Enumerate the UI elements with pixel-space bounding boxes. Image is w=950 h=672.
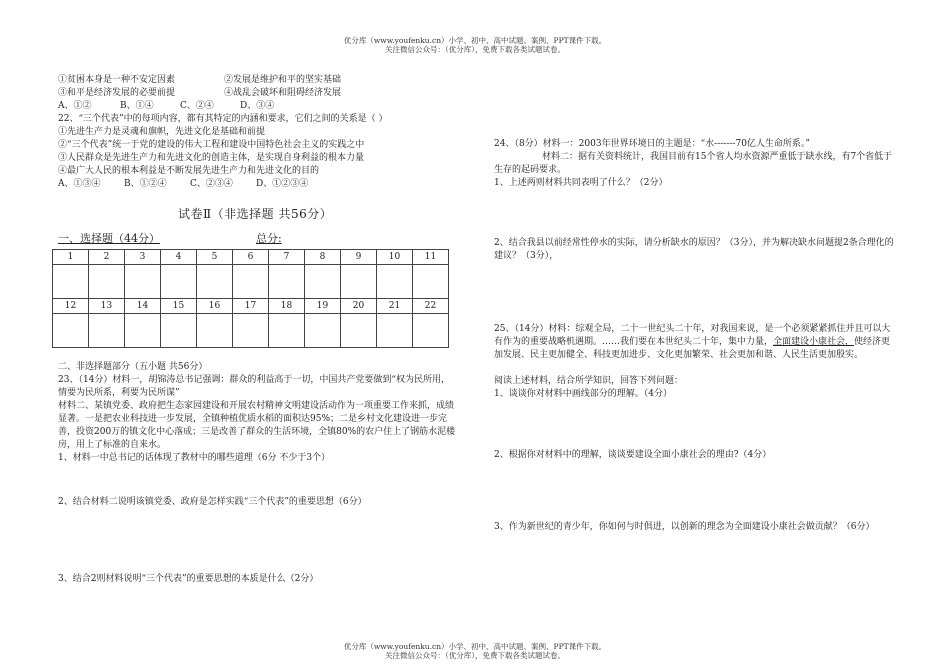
answer-grid-header-row-1 <box>53 250 449 265</box>
q25-material <box>494 323 894 362</box>
grid-number: 11 <box>413 250 449 265</box>
answer-cell[interactable] <box>305 314 341 348</box>
q22-answer-a: A、①③④ <box>58 179 101 189</box>
q23-sub-2: 2、结合材料二说明该镇党委、政府是怎样实践“三个代表”的重要思想（6分） <box>58 497 367 507</box>
q22-option-2: ②“三个代表”统一于党的建设的伟大工程和建设中国特色社会主义的实践之中 <box>58 140 365 150</box>
q22-answer-b: B、①②④ <box>124 179 167 189</box>
q21-option-3: ③和平是经济发展的必要前提 <box>58 88 176 98</box>
q25-sub-1: 1、谈谈你对材料中画线部分的理解。（4分） <box>494 389 672 399</box>
section-1-title <box>58 230 282 246</box>
q22-option-3: ③人民群众是先进生产力和先进文化的创造主体，是实现自身利益的根本力量 <box>58 153 365 163</box>
grid-number: 1 <box>53 250 89 265</box>
grid-number: 13 <box>89 299 125 314</box>
grid-number: 16 <box>197 299 233 314</box>
q22-answer-d: D、①②③④ <box>256 179 309 189</box>
q23-material-2: 材料二、某镇党委、政府把生态家园建设和开展农村精神文明建设活动作为一项重要工作来抓，成绩显著。一是把农业科技进一步发展，全镇种植优质水稻的面积达95%；二是乡村文化建设进一步完善，投资200万的镇文化中心落成；三是改善了群众的生活环境，全镇80%的农户住上了钢筋水泥楼房，用上了标准的自来水。 <box>58 401 456 450</box>
grid-number: 5 <box>197 250 233 265</box>
answer-cell[interactable] <box>341 314 377 348</box>
answer-cell[interactable] <box>413 265 449 299</box>
grid-number: 2 <box>89 250 125 265</box>
answer-grid-header-row-2 <box>53 299 449 314</box>
answer-cell[interactable] <box>413 314 449 348</box>
grid-number: 6 <box>233 250 269 265</box>
q25-material-part-2: 使经济更加发展、民主更加健全、科技更加进步、文化更加繁荣、社会更加和谐、人民生活更加殷实。 <box>494 337 891 360</box>
q21-answer-d: D、③④ <box>240 101 275 111</box>
q23-sub-3: 3、结合2则材料说明“三个代表”的重要思想的本质是什么（2分） <box>58 574 319 584</box>
header-line-1: 优分库（www.youfenku.cn）小学、初中、高中试题、案例、PPT课件下载。 <box>343 36 607 45</box>
q21-options-row-1 <box>58 74 468 87</box>
grid-number: 21 <box>377 299 413 314</box>
answer-grid-blank-row-1 <box>53 265 449 299</box>
q24-material-2: 材料二：据有关资料统计，我国目前有15个省人均水资源严重低于缺水线，有7个省低于生存的起码要求。 <box>494 152 893 175</box>
answer-cell[interactable] <box>161 265 197 299</box>
answer-cell[interactable] <box>269 265 305 299</box>
q21-option-1: ①贫困本身是一种不安定因素 <box>58 75 176 85</box>
page-header <box>0 36 950 54</box>
q25-sub-2: 2、根据你对材料中的理解，谈谈要建设全面小康社会的理由?（4分） <box>494 450 772 460</box>
section-2 <box>58 361 458 465</box>
left-column <box>58 74 468 191</box>
grid-number: 19 <box>305 299 341 314</box>
grid-number: 14 <box>125 299 161 314</box>
q25-material-part-1: 25、（14分）材料：综观全局，二十一世纪头二十年，对我国来说，是一个必须紧紧抓住并且可以大有作为的重要战略机遇期。……我们要在本世纪头二十年，集中力量， <box>494 324 891 347</box>
answer-cell[interactable] <box>377 314 413 348</box>
q21-answers <box>58 100 468 113</box>
answer-cell[interactable] <box>53 265 89 299</box>
answer-cell[interactable] <box>125 265 161 299</box>
q22-option-1: ①先进生产力是灵魂和旗帜，先进文化是基础和前提 <box>58 127 266 137</box>
q21-options-row-2 <box>58 87 468 100</box>
section-2-title: 二、非选择题部分（五小题 共56分） <box>58 362 208 372</box>
q21-option-4: ④战乱会破坏和阻碍经济发展 <box>224 88 342 98</box>
q21-answer-b: B、①④ <box>120 101 154 111</box>
grid-number: 8 <box>305 250 341 265</box>
grid-number: 10 <box>377 250 413 265</box>
answer-cell[interactable] <box>341 265 377 299</box>
answer-cell[interactable] <box>161 314 197 348</box>
answer-cell[interactable] <box>89 265 125 299</box>
grid-number: 15 <box>161 299 197 314</box>
answer-grid <box>52 249 449 348</box>
grid-number: 4 <box>161 250 197 265</box>
grid-number: 7 <box>269 250 305 265</box>
q21-option-2: ②发展是维护和平的坚实基础 <box>224 75 342 85</box>
answer-cell[interactable] <box>269 314 305 348</box>
q21-answer-a: A、①② <box>58 101 92 111</box>
page-footer <box>0 642 950 660</box>
footer-line-1: 优分库（www.youfenku.cn）小学、初中、高中试题、案例、PPT课件下载。 <box>343 642 607 651</box>
grid-number: 3 <box>125 250 161 265</box>
q24-sub-1: 1、上述两则材料共同表明了什么？（2分） <box>494 178 668 188</box>
answer-cell[interactable] <box>197 265 233 299</box>
q23-sub-1: 1、材料一中总书记的话体现了教材中的哪些道理（6分 不少于3个） <box>58 453 331 463</box>
grid-number: 22 <box>413 299 449 314</box>
q25-sub-3: 3、作为新世纪的青少年，你如何与时俱进，以创新的理念为全面建设小康社会做贡献？（6分） <box>494 522 875 532</box>
answer-cell[interactable] <box>197 314 233 348</box>
header-line-2: 关注微信公众号：（优分库），免费下载各类试题试卷。 <box>385 45 565 54</box>
grid-number: 9 <box>341 250 377 265</box>
answer-cell[interactable] <box>233 314 269 348</box>
grid-number: 18 <box>269 299 305 314</box>
q24-material-1: 24、（8分）材料一：2003年世界环境日的主题是：“水-------70亿人生命所系。” <box>494 139 811 149</box>
paper-2-title: 试卷Ⅱ（非选择题 共56分） <box>178 207 333 221</box>
answer-cell[interactable] <box>305 265 341 299</box>
answer-cell[interactable] <box>125 314 161 348</box>
answer-grid-blank-row-2 <box>53 314 449 348</box>
q23-material-1: 23、（14分）材料一，胡锦涛总书记强调：群众的利益高于一切，中国共产党要做到“权为民所用，情要为民所系，利要为民所谋” <box>58 375 451 398</box>
section-1-label: 一、选择题（44分） <box>58 232 160 245</box>
grid-number: 17 <box>233 299 269 314</box>
q25-underlined-text: 全面建设小康社会， <box>773 337 855 347</box>
right-column-q24 <box>494 138 894 190</box>
q22-stem: 22、“三个代表”中的每项内容，都有其特定的内涵和要求，它们之间的关系是（ ） <box>58 114 388 124</box>
grid-number: 20 <box>341 299 377 314</box>
answer-cell[interactable] <box>233 265 269 299</box>
total-score-label: 总分: <box>256 232 282 245</box>
footer-line-2: 关注微信公众号：（优分库），免费下载各类试题试卷。 <box>385 651 565 660</box>
q25-instruction: 阅读上述材料，结合所学知识，回答下列问题： <box>494 376 684 386</box>
answer-cell[interactable] <box>377 265 413 299</box>
answer-cell[interactable] <box>89 314 125 348</box>
grid-number: 12 <box>53 299 89 314</box>
q22-option-4: ④最广大人民的根本利益是不断发展先进生产力和先进文化的目的 <box>58 166 320 176</box>
q22-answers <box>58 178 468 191</box>
q21-answer-c: C、②④ <box>180 101 214 111</box>
q24-sub-2: 2、结合我县以前经常性停水的实际，请分析缺水的原因？（3分），并为解决缺水问题提2条合理化的建议？（3分）， <box>494 238 894 261</box>
q22-answer-c: C、②③④ <box>190 179 233 189</box>
answer-cell[interactable] <box>53 314 89 348</box>
